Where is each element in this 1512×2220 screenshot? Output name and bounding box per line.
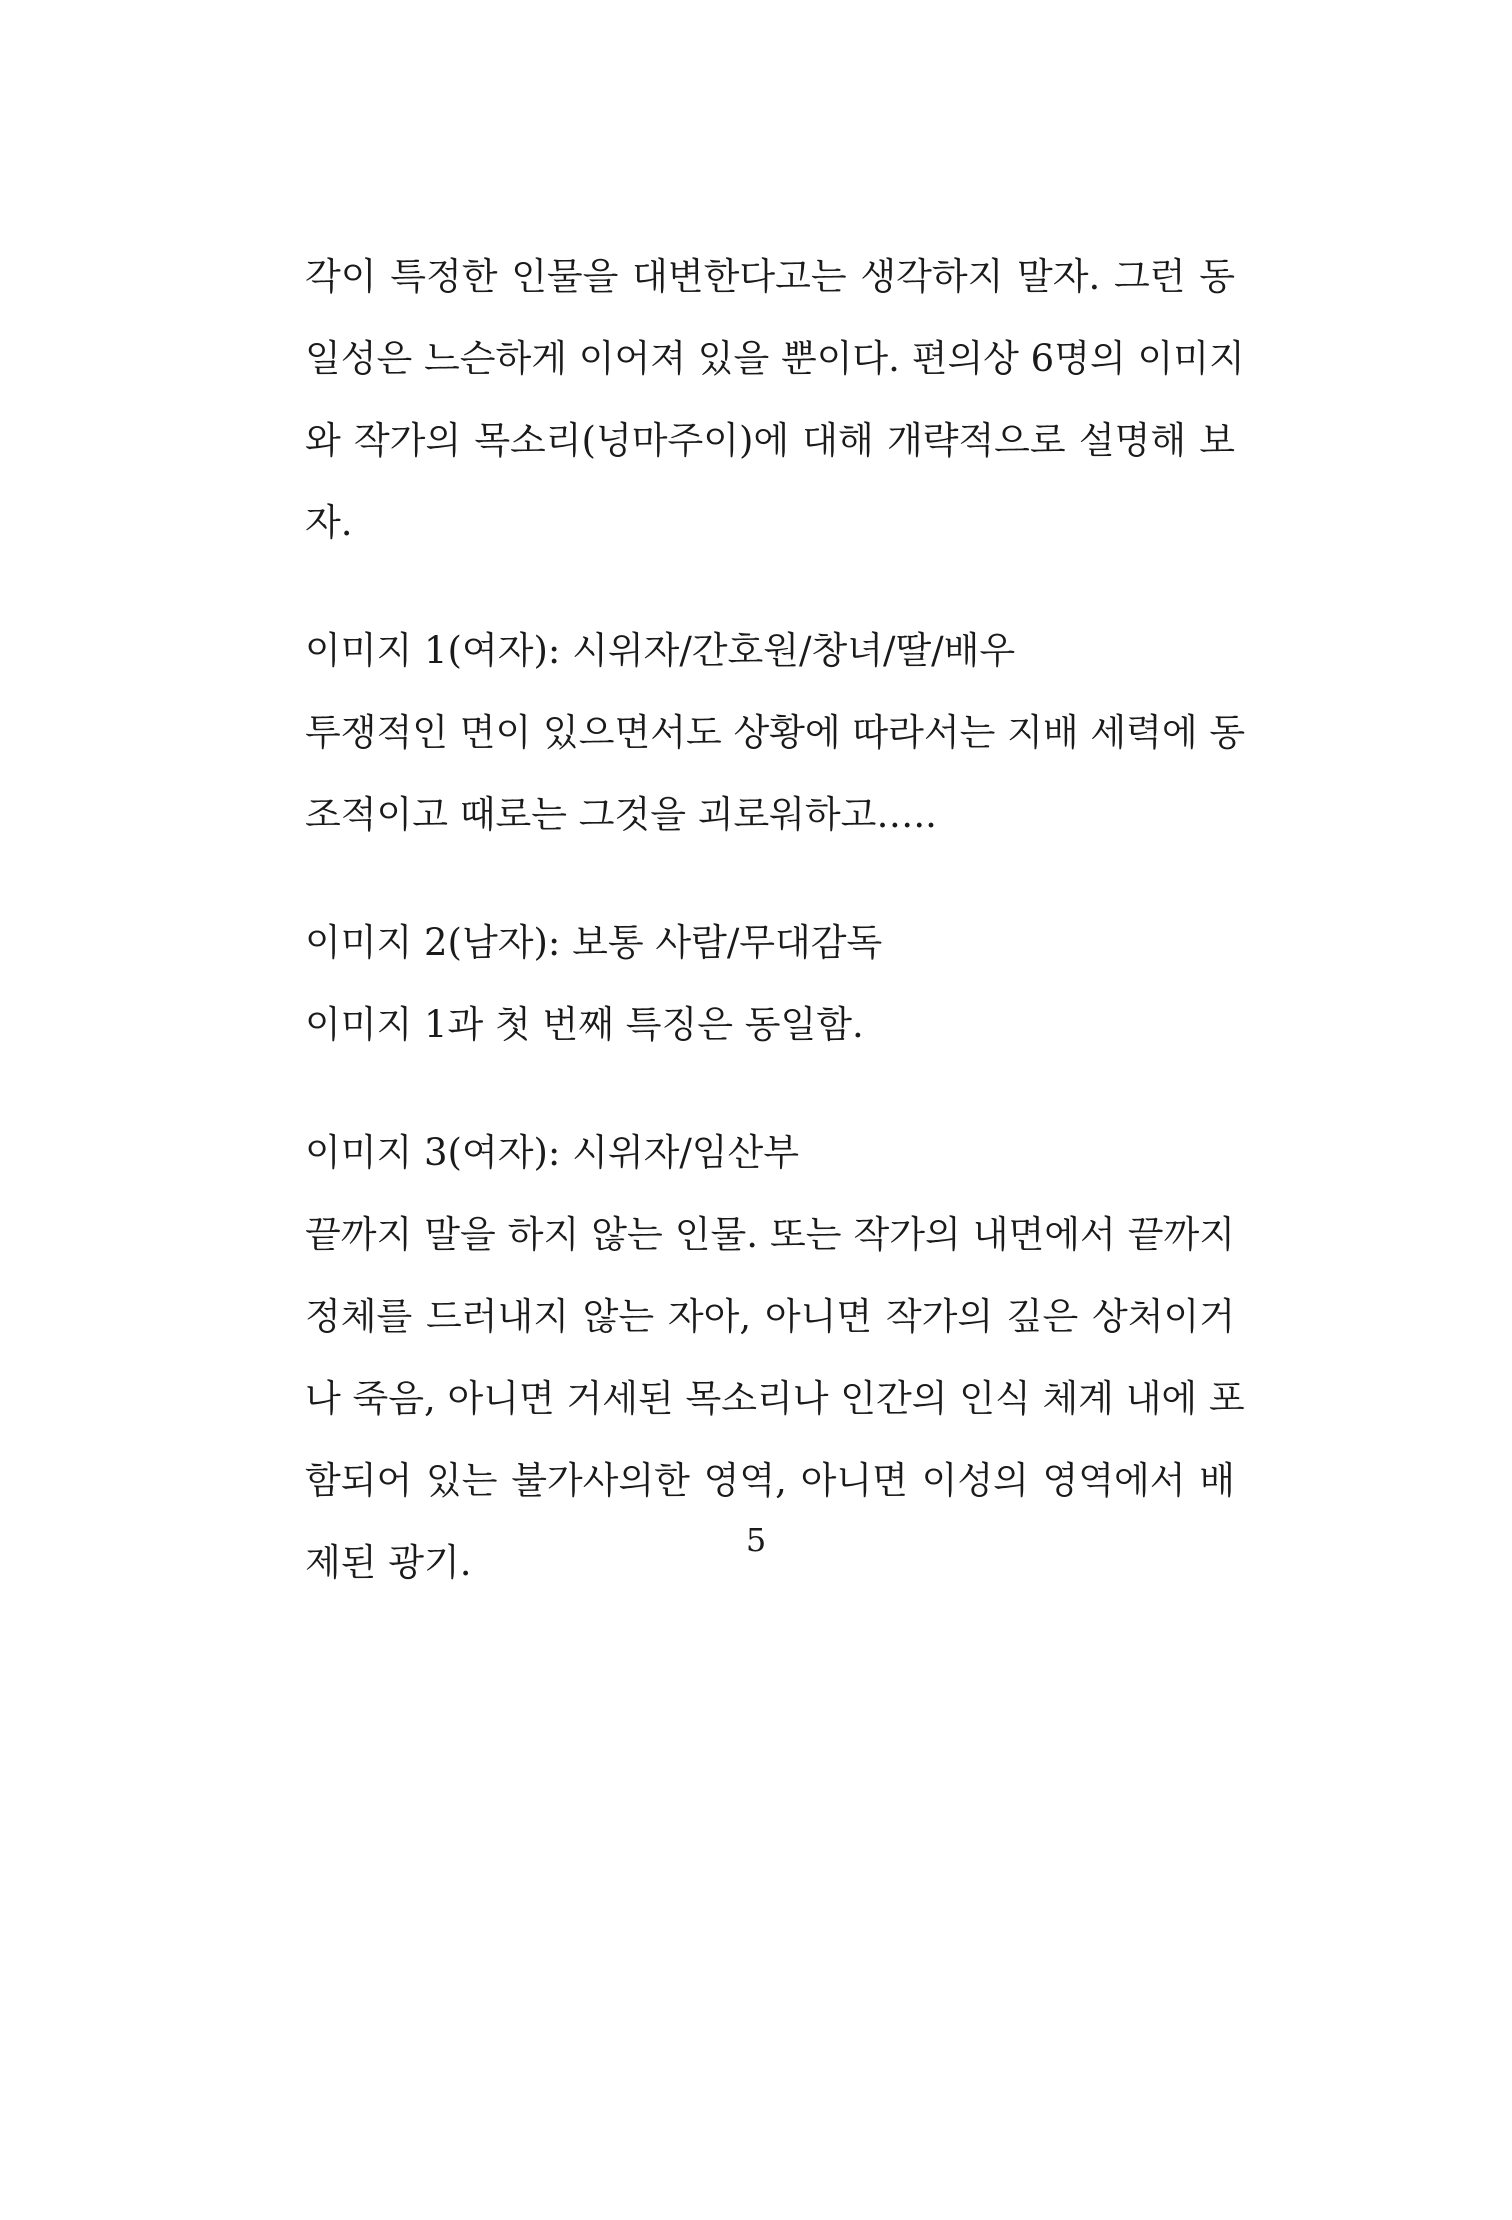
paragraph-line: 끝까지 말을 하지 않는 인물. 또는 작가의 내면에서 끝까지: [305, 1213, 1235, 1256]
paragraph-line: 조적이고 때로는 그것을 괴로워하고…..: [305, 793, 937, 836]
image-1-section: [305, 610, 1246, 856]
paragraph-line: 이미지 1과 첫 번째 특징은 동일함.: [305, 1003, 864, 1046]
image-2-section: [305, 902, 1235, 1066]
paragraph-line: 정체를 드러내지 않는 자아, 아니면 작가의 깊은 상처이거: [305, 1295, 1235, 1338]
page-number: 5: [745, 1521, 767, 1559]
image-3-heading: 이미지 3(여자): 시위자/임산부: [305, 1131, 800, 1174]
image-1-heading: 이미지 1(여자): 시위자/간호원/창녀/딸/배우: [305, 629, 1016, 672]
paragraph-line: 투쟁적인 면이 있으면서도 상황에 따라서는 지배 세력에 동: [305, 711, 1246, 754]
intro-paragraph: [305, 236, 1245, 564]
paragraph-line: 함되어 있는 불가사의한 영역, 아니면 이성의 영역에서 배: [305, 1459, 1235, 1502]
image-2-heading: 이미지 2(남자): 보통 사람/무대감독: [305, 921, 883, 964]
paragraph-line: 와 작가의 목소리(넝마주이)에 대해 개략적으로 설명해 보: [305, 419, 1235, 462]
paragraph-line: 각이 특정한 인물을 대변한다고는 생각하지 말자. 그런 동: [305, 255, 1235, 298]
paragraph-line: 제된 광기.: [305, 1541, 472, 1584]
paragraph-line: 일성은 느슨하게 이어져 있을 뿐이다. 편의상 6명의 이미지: [305, 337, 1245, 380]
paragraph-line: 나 죽음, 아니면 거세된 목소리나 인간의 인식 체계 내에 포: [305, 1377, 1245, 1420]
paragraph-line: 자.: [305, 501, 353, 544]
